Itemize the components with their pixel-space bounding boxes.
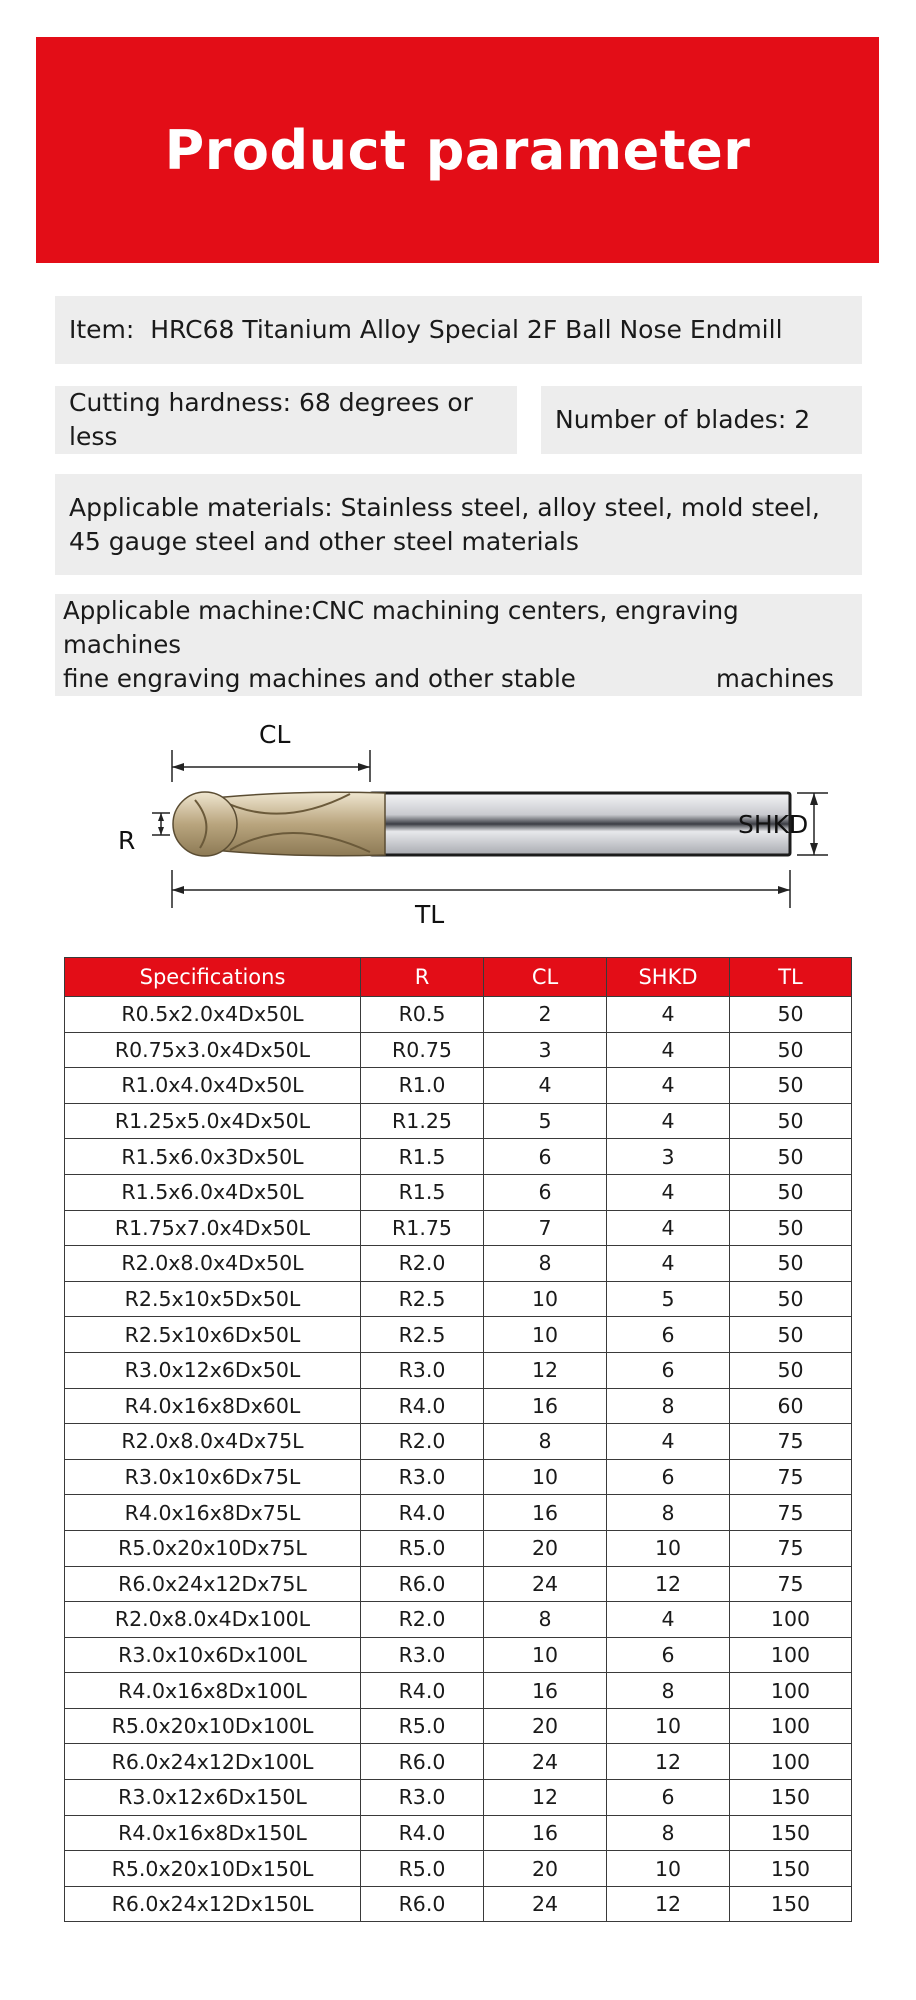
spec-cell: R1.5x6.0x3Dx50L — [65, 1139, 361, 1175]
r-cell: R2.0 — [361, 1424, 484, 1460]
blades-text: Number of blades: 2 — [555, 405, 811, 434]
blades-box — [541, 386, 862, 454]
tl-cell: 100 — [730, 1637, 852, 1673]
r-cell: R2.0 — [361, 1602, 484, 1638]
materials-text: Applicable materials: Stainless steel, alloy steel, mold steel, 45 gauge steel and other steel materials — [69, 492, 828, 556]
spec-cell: R5.0x20x10Dx75L — [65, 1530, 361, 1566]
cl-cell: 16 — [484, 1673, 607, 1709]
cl-cell: 16 — [484, 1388, 607, 1424]
tl-cell: 75 — [730, 1424, 852, 1460]
cl-cell: 10 — [484, 1281, 607, 1317]
table-row — [65, 1530, 852, 1566]
shkd-cell: 4 — [607, 1174, 730, 1210]
r-cell: R4.0 — [361, 1388, 484, 1424]
tl-cell: 75 — [730, 1495, 852, 1531]
ball-nose — [173, 792, 237, 856]
table-row — [65, 1780, 852, 1816]
spec-cell: R2.0x8.0x4Dx50L — [65, 1246, 361, 1282]
cl-cell: 12 — [484, 1780, 607, 1816]
cl-cell: 20 — [484, 1530, 607, 1566]
shkd-cell: 12 — [607, 1566, 730, 1602]
spec-cell: R2.5x10x6Dx50L — [65, 1317, 361, 1353]
r-cell: R1.0 — [361, 1068, 484, 1104]
shkd-cell: 3 — [607, 1139, 730, 1175]
table-row — [65, 1388, 852, 1424]
shkd-cell: 12 — [607, 1744, 730, 1780]
tl-cell: 75 — [730, 1459, 852, 1495]
tl-cell: 100 — [730, 1708, 852, 1744]
tl-label: TL — [415, 900, 445, 929]
table-row — [65, 1032, 852, 1068]
shkd-cell: 4 — [607, 1032, 730, 1068]
shkd-cell: 5 — [607, 1281, 730, 1317]
shkd-cell: 4 — [607, 1103, 730, 1139]
spec-cell: R0.5x2.0x4Dx50L — [65, 997, 361, 1033]
r-cell: R0.75 — [361, 1032, 484, 1068]
tl-cell: 150 — [730, 1780, 852, 1816]
shkd-cell: 8 — [607, 1673, 730, 1709]
cl-cell: 20 — [484, 1708, 607, 1744]
shkd-cell: 10 — [607, 1851, 730, 1887]
r-cell: R2.5 — [361, 1317, 484, 1353]
r-cell: R6.0 — [361, 1744, 484, 1780]
spec-cell: R4.0x16x8Dx60L — [65, 1388, 361, 1424]
spec-cell: R5.0x20x10Dx150L — [65, 1851, 361, 1887]
shkd-cell: 6 — [607, 1352, 730, 1388]
header-shkd: SHKD — [607, 958, 730, 997]
tl-cell: 50 — [730, 1103, 852, 1139]
cl-cell: 4 — [484, 1068, 607, 1104]
title-banner — [36, 37, 879, 263]
table-row — [65, 1673, 852, 1709]
page-title: Product parameter — [164, 118, 751, 182]
shkd-cell: 4 — [607, 1210, 730, 1246]
cl-cell: 8 — [484, 1246, 607, 1282]
shank-body — [370, 793, 790, 855]
r-cell: R1.25 — [361, 1103, 484, 1139]
table-row — [65, 1139, 852, 1175]
table-row — [65, 1744, 852, 1780]
cl-cell: 24 — [484, 1566, 607, 1602]
machine-line-2: fine engraving machines and other stable machines — [63, 664, 835, 693]
r-cell: R5.0 — [361, 1530, 484, 1566]
spec-cell: R5.0x20x10Dx100L — [65, 1708, 361, 1744]
spec-cell: R6.0x24x12Dx150L — [65, 1886, 361, 1922]
r-cell: R6.0 — [361, 1566, 484, 1602]
shkd-cell: 4 — [607, 1068, 730, 1104]
table-row — [65, 1602, 852, 1638]
cl-cell: 16 — [484, 1815, 607, 1851]
spec-cell: R1.75x7.0x4Dx50L — [65, 1210, 361, 1246]
shkd-cell: 6 — [607, 1637, 730, 1673]
cl-cell: 12 — [484, 1352, 607, 1388]
spec-cell: R3.0x12x6Dx150L — [65, 1780, 361, 1816]
table-row — [65, 1424, 852, 1460]
tl-cell: 75 — [730, 1530, 852, 1566]
cutting-hardness-box — [55, 386, 517, 454]
table-row — [65, 1210, 852, 1246]
tl-cell: 150 — [730, 1851, 852, 1887]
cutting-hardness-text: Cutting hardness: 68 degrees or less — [69, 388, 481, 451]
r-cell: R4.0 — [361, 1495, 484, 1531]
tl-cell: 100 — [730, 1602, 852, 1638]
tl-cell: 75 — [730, 1566, 852, 1602]
shkd-cell: 6 — [607, 1780, 730, 1816]
table-row — [65, 997, 852, 1033]
table-header-row — [65, 958, 852, 997]
cl-label: CL — [259, 720, 291, 749]
table-row — [65, 1068, 852, 1104]
shkd-cell: 8 — [607, 1495, 730, 1531]
item-text: Item: HRC68 Titanium Alloy Special 2F Ball Nose Endmill — [69, 315, 783, 344]
cl-cell: 5 — [484, 1103, 607, 1139]
table-row — [65, 1317, 852, 1353]
cl-cell: 20 — [484, 1851, 607, 1887]
r-cell: R2.5 — [361, 1281, 484, 1317]
materials-box — [55, 474, 862, 575]
tl-cell: 50 — [730, 1352, 852, 1388]
spec-cell: R2.0x8.0x4Dx100L — [65, 1602, 361, 1638]
header-specifications: Specifications — [65, 958, 361, 997]
tl-cell: 100 — [730, 1673, 852, 1709]
cl-cell: 8 — [484, 1602, 607, 1638]
endmill-diagram — [100, 720, 860, 950]
shkd-cell: 4 — [607, 1246, 730, 1282]
header-cl: CL — [484, 958, 607, 997]
tl-cell: 50 — [730, 1032, 852, 1068]
spec-cell: R1.25x5.0x4Dx50L — [65, 1103, 361, 1139]
spec-cell: R4.0x16x8Dx100L — [65, 1673, 361, 1709]
shkd-cell: 12 — [607, 1886, 730, 1922]
table-row — [65, 1459, 852, 1495]
spec-cell: R4.0x16x8Dx75L — [65, 1495, 361, 1531]
tl-cell: 50 — [730, 997, 852, 1033]
spec-cell: R1.0x4.0x4Dx50L — [65, 1068, 361, 1104]
table-row — [65, 1495, 852, 1531]
spec-cell: R6.0x24x12Dx75L — [65, 1566, 361, 1602]
tl-cell: 60 — [730, 1388, 852, 1424]
machine-box — [55, 594, 862, 696]
table-row — [65, 1886, 852, 1922]
r-label: R — [118, 826, 136, 855]
table-row — [65, 1174, 852, 1210]
table-row — [65, 1352, 852, 1388]
r-cell: R2.0 — [361, 1246, 484, 1282]
r-cell: R3.0 — [361, 1637, 484, 1673]
item-info-box — [55, 296, 862, 364]
table-row — [65, 1566, 852, 1602]
table-row — [65, 1851, 852, 1887]
r-cell: R3.0 — [361, 1352, 484, 1388]
cl-cell: 3 — [484, 1032, 607, 1068]
cl-cell: 24 — [484, 1886, 607, 1922]
header-r: R — [361, 958, 484, 997]
cl-cell: 6 — [484, 1139, 607, 1175]
shkd-cell: 4 — [607, 1424, 730, 1460]
cl-cell: 2 — [484, 997, 607, 1033]
shkd-label: SHKD — [738, 810, 809, 839]
spec-cell: R1.5x6.0x4Dx50L — [65, 1174, 361, 1210]
cl-cell: 8 — [484, 1424, 607, 1460]
cl-cell: 6 — [484, 1174, 607, 1210]
table-row — [65, 1281, 852, 1317]
cl-cell: 24 — [484, 1744, 607, 1780]
spec-cell: R3.0x10x6Dx75L — [65, 1459, 361, 1495]
r-cell: R3.0 — [361, 1780, 484, 1816]
shkd-cell: 8 — [607, 1815, 730, 1851]
r-cell: R1.75 — [361, 1210, 484, 1246]
table-row — [65, 1815, 852, 1851]
cl-cell: 10 — [484, 1459, 607, 1495]
cl-cell: 10 — [484, 1317, 607, 1353]
tl-cell: 50 — [730, 1246, 852, 1282]
shkd-cell: 10 — [607, 1708, 730, 1744]
table-row — [65, 1103, 852, 1139]
r-cell: R6.0 — [361, 1886, 484, 1922]
tl-cell: 50 — [730, 1139, 852, 1175]
r-cell: R5.0 — [361, 1708, 484, 1744]
spec-cell: R2.5x10x5Dx50L — [65, 1281, 361, 1317]
r-cell: R5.0 — [361, 1851, 484, 1887]
spec-cell: R3.0x12x6Dx50L — [65, 1352, 361, 1388]
r-cell: R3.0 — [361, 1459, 484, 1495]
spec-cell: R0.75x3.0x4Dx50L — [65, 1032, 361, 1068]
r-cell: R4.0 — [361, 1673, 484, 1709]
r-cell: R1.5 — [361, 1174, 484, 1210]
spec-cell: R6.0x24x12Dx100L — [65, 1744, 361, 1780]
tl-cell: 50 — [730, 1174, 852, 1210]
shkd-cell: 4 — [607, 997, 730, 1033]
tl-cell: 50 — [730, 1210, 852, 1246]
cl-cell: 7 — [484, 1210, 607, 1246]
spec-cell: R2.0x8.0x4Dx75L — [65, 1424, 361, 1460]
table-row — [65, 1637, 852, 1673]
table-row — [65, 1708, 852, 1744]
r-cell: R0.5 — [361, 997, 484, 1033]
r-cell: R1.5 — [361, 1139, 484, 1175]
table-row — [65, 1246, 852, 1282]
cl-cell: 10 — [484, 1637, 607, 1673]
shkd-cell: 6 — [607, 1317, 730, 1353]
shkd-cell: 4 — [607, 1602, 730, 1638]
r-cell: R4.0 — [361, 1815, 484, 1851]
machine-text — [63, 594, 862, 696]
machine-line-1: Applicable machine:CNC machining centers, engraving machines — [63, 596, 747, 659]
tl-cell: 100 — [730, 1744, 852, 1780]
shkd-cell: 6 — [607, 1459, 730, 1495]
tl-cell: 50 — [730, 1281, 852, 1317]
cl-cell: 16 — [484, 1495, 607, 1531]
spec-table — [64, 957, 852, 1922]
shkd-cell: 8 — [607, 1388, 730, 1424]
spec-cell: R4.0x16x8Dx150L — [65, 1815, 361, 1851]
header-tl: TL — [730, 958, 852, 997]
tl-cell: 50 — [730, 1068, 852, 1104]
tl-cell: 50 — [730, 1317, 852, 1353]
shkd-cell: 10 — [607, 1530, 730, 1566]
tl-cell: 150 — [730, 1815, 852, 1851]
spec-cell: R3.0x10x6Dx100L — [65, 1637, 361, 1673]
tl-cell: 150 — [730, 1886, 852, 1922]
